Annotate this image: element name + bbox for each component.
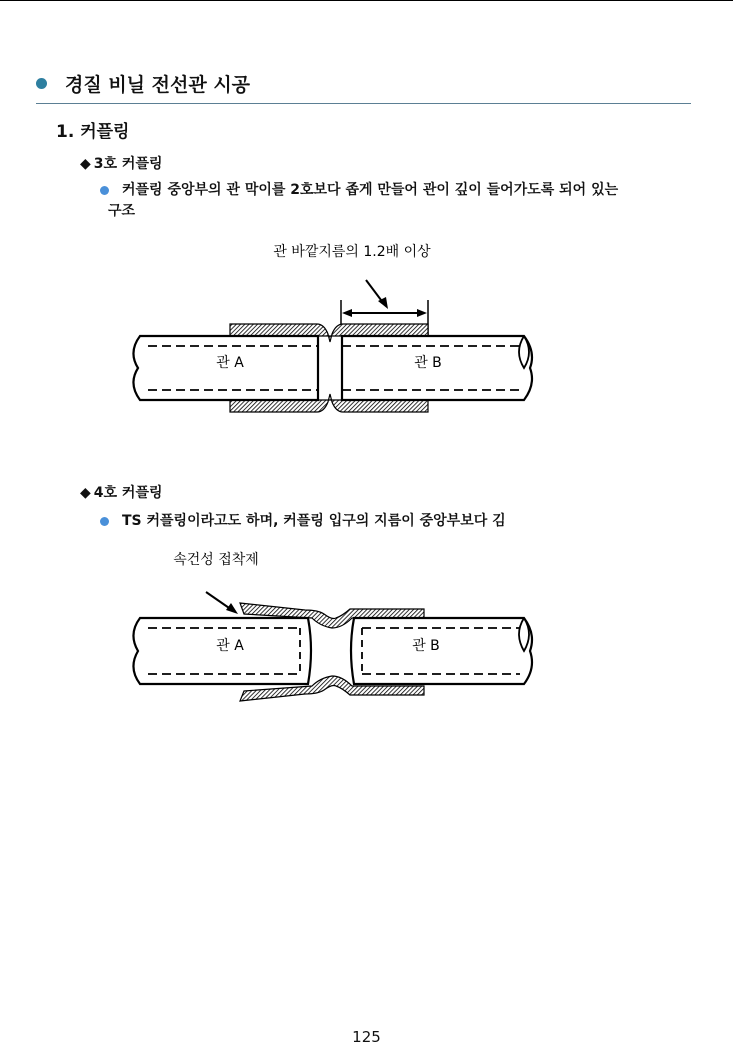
description-line: TS 커플링이라고도 하며, 커플링 입구의 지름이 중앙부보다 김 bbox=[122, 513, 506, 529]
description-line: 구조 bbox=[108, 203, 136, 219]
subsection-title: 1. 커플링 bbox=[56, 122, 130, 142]
pipe-b-label: 관 B bbox=[412, 638, 440, 654]
item-heading-text: 4호 커플링 bbox=[93, 485, 163, 501]
figure-coupling-4 bbox=[133, 551, 532, 701]
pointer-arrow-head bbox=[226, 603, 238, 614]
page-number: 125 bbox=[352, 1028, 381, 1046]
pipe-a-label: 관 A bbox=[216, 638, 244, 654]
adhesive-label: 속건성 접착제 bbox=[173, 552, 259, 568]
description-line: 커플링 중앙부의 관 막이를 2호보다 좁게 만들어 관이 깊이 들어가도록 되어 있는 bbox=[122, 182, 619, 198]
item-bullet-icon bbox=[100, 517, 109, 526]
section-title-text: 경질 비닐 전선관 시공 bbox=[65, 74, 251, 96]
item-heading-text: 3호 커플링 bbox=[93, 156, 163, 172]
dimension-arrow-right bbox=[417, 309, 427, 317]
dimension-arrow-left bbox=[342, 309, 352, 317]
figure-coupling-3 bbox=[133, 243, 532, 412]
diamond-icon: ◆ bbox=[80, 156, 91, 172]
item-heading-coupling-4 bbox=[80, 482, 163, 502]
pipe-b-label: 관 B bbox=[414, 355, 442, 371]
pipe-a-label: 관 A bbox=[216, 355, 244, 371]
diamond-icon: ◆ bbox=[80, 485, 91, 501]
item-description-coupling-4 bbox=[100, 511, 506, 532]
dimension-label: 관 바깥지름의 1.2배 이상 bbox=[273, 244, 431, 260]
